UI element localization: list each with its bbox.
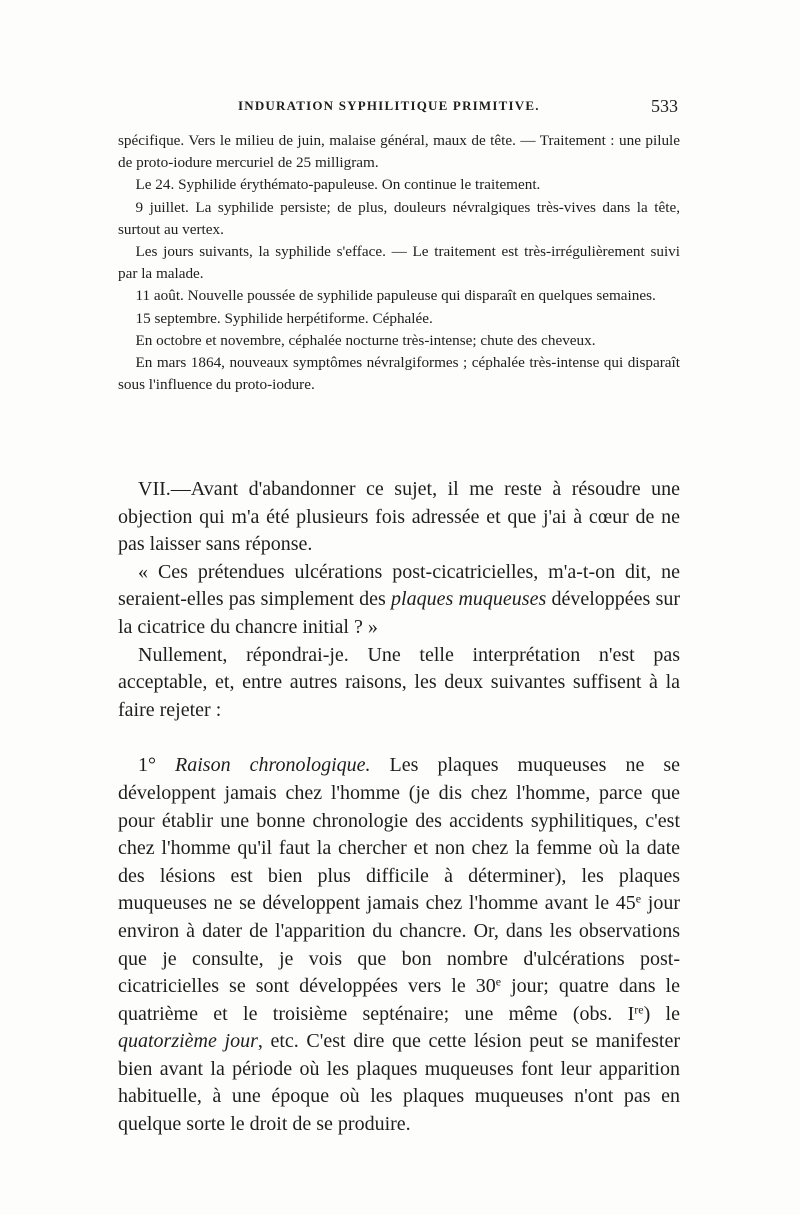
reason-text: jour; quatre dans le quatrième et le troisième septénaire; une même (obs. I — [118, 975, 680, 1025]
note-paragraph: Le 24. Syphilide érythémato-papuleuse. On continue le traitement. — [135, 176, 541, 194]
note-paragraph: 15 septembre. Syphilide herpétiforme. Céphalée. — [135, 309, 433, 327]
page-number: 533 — [651, 96, 678, 116]
note-paragraph: 11 août. Nouvelle poussée de syphilide papuleuse qui disparaît en quelques semaines. — [135, 287, 656, 305]
note-paragraph: spécifique. Vers le milieu de juin, malaise général, maux de tête. — Traitement : une pilule de proto-iodure mercuriel de 25 milligram. — [118, 132, 680, 172]
note-paragraph: En octobre et novembre, céphalée nocturne très-intense; chute des cheveux. — [135, 331, 596, 349]
reason-text: , etc. C'est dire que cette lésion peut se manifester bien avant la période où les plaques muqueuses font leur apparition habituelle, à une époque où les plaques muqueuses n'ont pas en quelque sorte le droit de se produire. — [118, 1030, 680, 1136]
note-paragraph: 9 juillet. La syphilide persiste; de plus, douleurs névralgiques très-vives dans la tête, surtout au vertex. — [118, 198, 680, 238]
ordinal-superscript: e — [635, 891, 642, 906]
main-body-text — [118, 476, 680, 1139]
reason-text: ) le — [643, 1002, 680, 1025]
reason-number: 1° — [138, 754, 156, 777]
reason-text: Les plaques muqueuses ne se développent jamais chez l'homme (je dis chez l'homme, parce que pour établir une bonne chronologie des accidents syphilitiques, c'est chez l'homme qu'il faut la chercher et non chez la femme où la date des lésions est bien plus difficile à déterminer), les plaques muqueuses ne se développent jamais chez l'homme avant le 45 — [118, 754, 681, 915]
reply-paragraph: Nullement, répondrai-je. Une telle interprétation n'est pas acceptable, et, entre autres raisons, les deux suivantes suffisent à la faire rejeter : — [118, 643, 680, 721]
case-observation-notes — [118, 130, 680, 396]
reason-italic-term: quatorzième jour — [118, 1030, 258, 1053]
quote-text-end: développées sur la cicatrice du chancre initial ? » — [118, 588, 681, 638]
ordinal-superscript: e — [495, 974, 502, 989]
section-vii-paragraph: VII.—Avant d'abandonner ce sujet, il me reste à résoudre une objection qui m'a été plusieurs fois adressée et que j'ai à cœur de ne pas laisser sans réponse. — [118, 478, 680, 556]
reason-title: Raison chronologique. — [175, 754, 371, 777]
objection-quote-paragraph — [118, 559, 680, 642]
quote-text: « Ces prétendues ulcérations post-cicatricielles, m'a-t-on dit, ne seraient-elles pas simplement des — [118, 560, 680, 611]
page-header — [118, 96, 680, 120]
running-head: INDURATION SYPHILITIQUE PRIMITIVE. — [238, 98, 540, 113]
note-paragraph: Les jours suivants, la syphilide s'efface. — Le traitement est très-irrégulièrement suivi par la malade. — [118, 243, 680, 283]
ordinal-superscript: re — [634, 1002, 644, 1017]
reason-text: jour environ à dater de l'apparition du chancre. Or, dans les observations que je consulte, je vois que bon nombre d'ulcérations post-cicatricielles se sont développées vers le 30 — [118, 892, 680, 998]
chronological-reason-paragraph — [118, 752, 680, 1138]
quote-italic-term: plaques muqueuses — [391, 588, 547, 611]
note-paragraph: En mars 1864, nouveaux symptômes névralgiformes ; céphalée très-intense qui disparaît sous l'influence du proto-iodure. — [118, 354, 680, 394]
